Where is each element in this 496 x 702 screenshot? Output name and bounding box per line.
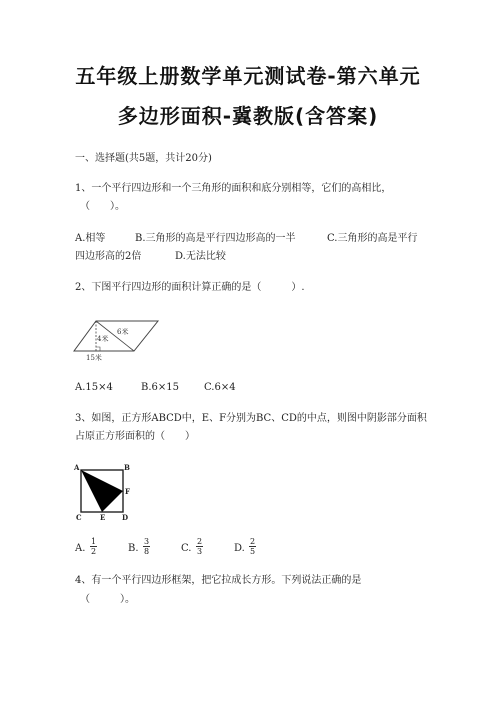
- doc-title-line1: 五年级上册数学单元测试卷-第六单元: [75, 64, 421, 88]
- label-slant: 6米: [117, 328, 129, 336]
- numerator: 3: [144, 537, 150, 546]
- vertex-c: C: [76, 513, 82, 522]
- denominator: 3: [197, 547, 203, 556]
- vertex-d: D: [122, 513, 129, 522]
- label-base: 15米: [86, 354, 102, 362]
- q1-option-c: C.三角形的高是平行: [327, 233, 418, 244]
- doc-title-line2: 多边形面积-冀教版(含答案): [117, 104, 379, 128]
- denominator: 2: [91, 547, 97, 556]
- q1-option-c-cont: 四边形高的2倍: [75, 251, 142, 262]
- q1-stem: 1、一个平行四边形和一个三角形的面积和底分别相等，它们的高相比，: [75, 183, 392, 194]
- numerator: 2: [197, 537, 203, 546]
- q3-option-c-fraction: [196, 537, 203, 556]
- q1-option-b: B.三角形的高是平行四边形高的一半: [135, 233, 296, 244]
- vertex-a: A: [74, 463, 80, 472]
- q3-option-d-fraction: [249, 537, 256, 556]
- numerator: 1: [91, 537, 97, 546]
- vertex-f: F: [125, 487, 130, 496]
- q3-stem: 3、如图，正方形ABCD中，E、F分别为BC、CD的中点，则图中阴影部分面积: [75, 413, 427, 424]
- q2-option-a: A.15×4: [75, 382, 113, 393]
- q3-option-b-label: B.: [128, 543, 139, 554]
- q3-option-c-label: C.: [181, 543, 192, 554]
- q1-option-d: D.无法比较: [175, 251, 226, 262]
- parallelogram-shape: [74, 321, 158, 351]
- label-height: 4米: [97, 335, 109, 343]
- q3-option-b-fraction: [143, 537, 150, 556]
- q1-option-a: A.相等: [75, 233, 106, 244]
- q4-blank: （ ）。: [80, 594, 135, 605]
- q4-stem: 4、有一个平行四边形框架，把它拉成长方形。下列说法正确的是: [75, 575, 362, 586]
- q2-stem: 2、下图平行四边形的面积计算正确的是（ ）.: [75, 282, 305, 293]
- shaded-triangle: [81, 470, 123, 512]
- vertex-b: B: [124, 463, 130, 472]
- q3-stem-cont: 占原正方形面积的（ ）: [75, 431, 195, 442]
- denominator: 8: [144, 547, 150, 556]
- parallelogram-figure: [72, 318, 162, 364]
- q1-blank: （ ）。: [80, 201, 125, 212]
- q3-option-a-fraction: [90, 537, 97, 556]
- section-heading: 一、选择题(共5题，共计20分): [75, 153, 212, 164]
- denominator: 5: [250, 547, 256, 556]
- square-figure: [73, 462, 135, 524]
- q2-option-b: B.6×15: [141, 382, 179, 393]
- q3-option-d-label: D.: [234, 543, 245, 554]
- q3-option-a-label: A.: [75, 543, 86, 554]
- vertex-e: E: [100, 513, 106, 522]
- right-angle-mark: [96, 347, 100, 351]
- q2-option-c: C.6×4: [204, 382, 236, 393]
- numerator: 2: [250, 537, 256, 546]
